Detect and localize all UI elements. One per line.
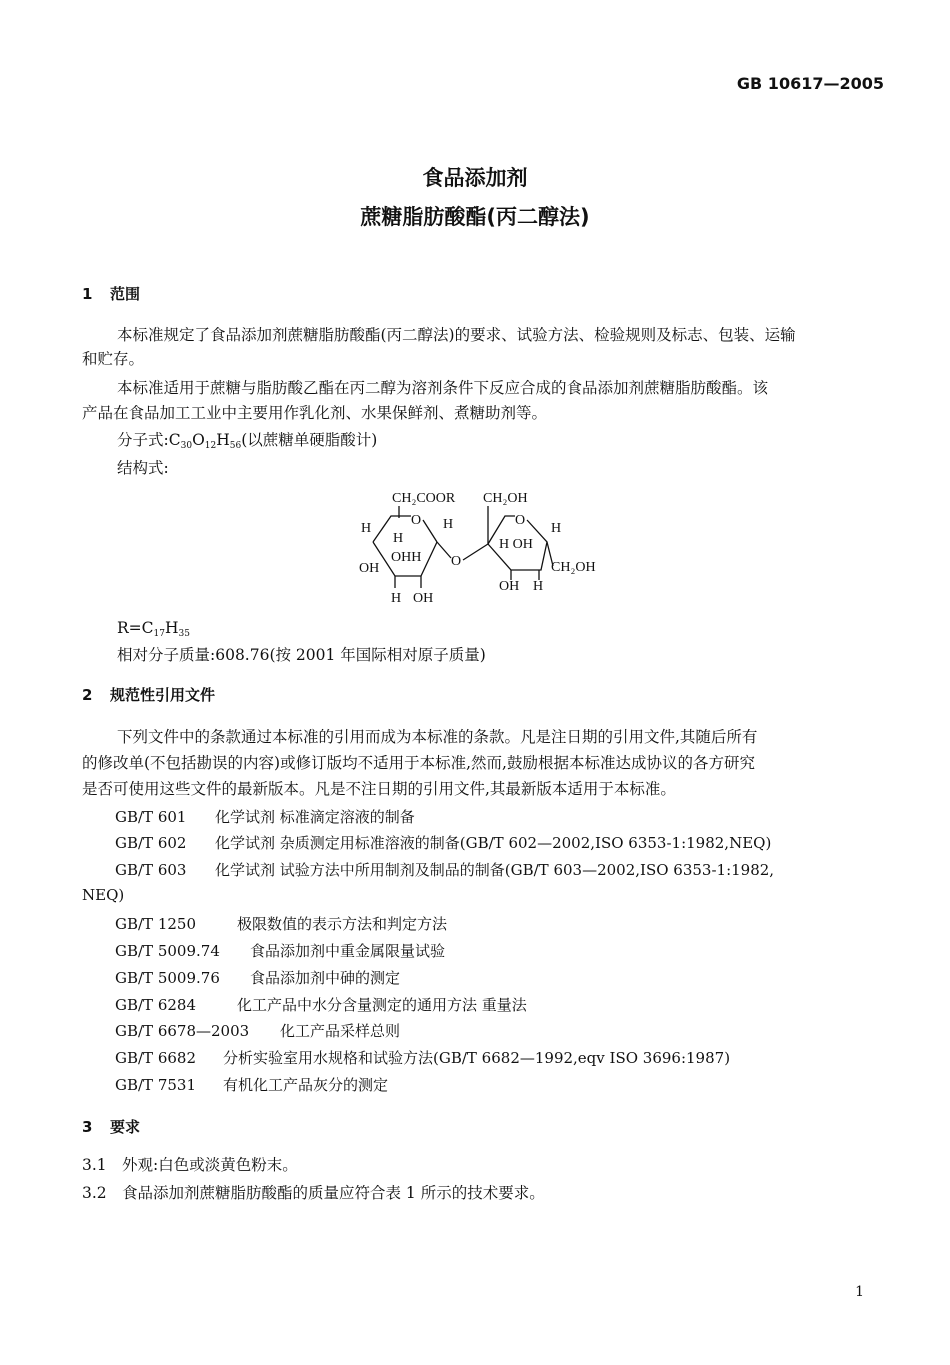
ref-item [115,913,447,934]
molecular-mass: 相对分子质量:608.76(按 2001 年国际相对原子质量) [117,646,486,664]
section3-number: 3 [82,1118,93,1136]
formula-o: O [192,431,205,449]
left-ring-bond-o-right [423,520,437,542]
left-ring-h-left: H [361,521,372,536]
bridge-bond-left [437,542,451,558]
ref-item [115,806,415,827]
ref-code: GB/T 6678—2003 [115,1022,250,1040]
requirement-text: 食品添加剂蔗糖脂肪酸酯的质量应符合表 1 所示的技术要求。 [122,1184,545,1202]
requirement-text: 外观:白色或淡黄色粉末。 [122,1156,298,1174]
section1-heading [82,283,140,304]
ref-code: GB/T 603 [115,861,187,879]
ref-item [115,994,527,1015]
formula-c: C [168,431,181,449]
ref-code: GB/T 5009.74 [115,942,220,960]
left-ring-upper [373,516,411,542]
ref-text: 食品添加剂中砷的测定 [250,969,401,987]
formula-h: H [216,431,230,449]
formula-note: (以蔗糖单硬脂酸计) [241,431,378,449]
formula-o-sub: 12 [204,441,217,451]
ref-text: 化学试剂 试验方法中所用制剂及制品的制备(GB/T 603—2002,ISO 6353-1:1982, [215,861,775,879]
section1-number: 1 [82,285,93,303]
requirement-number: 3.1 [82,1156,107,1174]
ref-text: 极限数值的表示方法和判定方法 [237,915,448,933]
standard-code: GB 10617—2005 [736,74,884,93]
requirement-item [82,1152,298,1178]
section3-heading [82,1116,140,1137]
ref-text: 分析实验室用水规格和试验方法(GB/T 6682—1992,eqv ISO 3696:1987) [223,1049,731,1067]
ref-item [115,1074,388,1095]
right-ring-h-bottom: H [533,579,544,594]
ref-code: GB/T 1250 [115,915,197,933]
structural-formula-diagram [355,482,615,612]
ch2coor-label: CH₂COOR [392,491,456,506]
ref-text: 化学试剂 标准滴定溶液的制备 [215,808,415,826]
formula-label: 分子式: [117,431,169,449]
r-h-sub: 35 [178,629,190,639]
ch2oh-top-label: CH₂OH [483,491,528,506]
left-ring-oh-bottom: OH [413,591,434,606]
ref-item [115,859,774,880]
section3-title: 要求 [110,1118,141,1136]
formula-c-sub: 30 [180,441,193,451]
ref-code: GB/T 6284 [115,996,197,1014]
ref-item [115,1020,400,1041]
ref-code: GB/T 7531 [115,1076,197,1094]
ref-text: 食品添加剂中重金属限量试验 [250,942,446,960]
right-ring-o: O [515,513,526,528]
left-ring-h-bottom: H [391,591,402,606]
ref-continuation: NEQ) [82,886,125,904]
r-prefix: R=C [117,619,154,637]
right-ring-h-right: H [551,521,562,536]
left-ring-oh-left: OH [359,561,380,576]
right-ring-h-oh: H OH [499,537,533,552]
left-ring-ohh: OHH [391,550,422,565]
ref-text: 化学试剂 杂质测定用标准溶液的制备(GB/T 602—2002,ISO 6353-1:1982,NEQ) [215,834,772,852]
ref-item [115,940,445,961]
left-ring-h-right: H [443,517,454,532]
left-ring-h-inner: H [393,531,404,546]
section2-para-line1: 下列文件中的条款通过本标准的引用而成为本标准的条款。凡是注日期的引用文件,其随后所有 [117,728,758,746]
section2-title: 规范性引用文件 [110,686,216,704]
ref-code: GB/T 5009.76 [115,969,220,987]
bridge-bond-right [463,544,488,560]
page-number: 1 [855,1284,864,1300]
section1-title: 范围 [110,285,141,303]
ref-item [115,967,400,988]
structure-label: 结构式: [117,459,169,477]
ref-text: 有机化工产品灰分的测定 [223,1076,389,1094]
formula-h-sub: 56 [229,441,242,451]
section1-para2-line1: 本标准适用于蔗糖与脂肪酸乙酯在丙二醇为溶剂条件下反应合成的食品添加剂蔗糖脂肪酸酯。该 [117,379,769,397]
ref-code: GB/T 601 [115,808,187,826]
section2-heading [82,684,215,705]
ref-text: 化工产品采样总则 [280,1022,401,1040]
bridge-o: O [451,554,462,569]
ref-item [115,832,771,853]
r-h: H [164,619,179,637]
ref-code: GB/T 6682 [115,1049,197,1067]
ref-item [115,1047,730,1068]
section2-para-line2: 的修改单(不包括勘误的内容)或修订版均不适用于本标准,然而,鼓励根据本标准达成协议的各方研究 [82,754,755,772]
section1-para1-line2: 和贮存。 [82,350,145,368]
right-ring-oh-bottom: OH [499,579,520,594]
ref-code: GB/T 602 [115,834,187,852]
section1-para2-line2: 产品在食品加工工业中主要用作乳化剂、水果保鲜剂、煮糖助剂等。 [82,404,548,422]
title-line2: 蔗糖脂肪酸酯(丙二醇法) [360,205,590,229]
requirement-number: 3.2 [82,1184,107,1202]
left-ring-o: O [411,513,422,528]
section2-para-line3: 是否可使用这些文件的最新版本。凡是不注日期的引用文件,其最新版本适用于本标准。 [82,780,676,798]
requirement-item [82,1180,545,1206]
title-line1: 食品添加剂 [422,166,528,190]
r-c-sub: 17 [153,629,165,639]
section1-para1-line1: 本标准规定了食品添加剂蔗糖脂肪酸酯(丙二醇法)的要求、试验方法、检验规则及标志、包装、运输 [117,326,796,344]
right-ring-ch2oh: CH₂OH [551,560,596,575]
ref-text: 化工产品中水分含量测定的通用方法 重量法 [237,996,527,1014]
section2-number: 2 [82,686,93,704]
